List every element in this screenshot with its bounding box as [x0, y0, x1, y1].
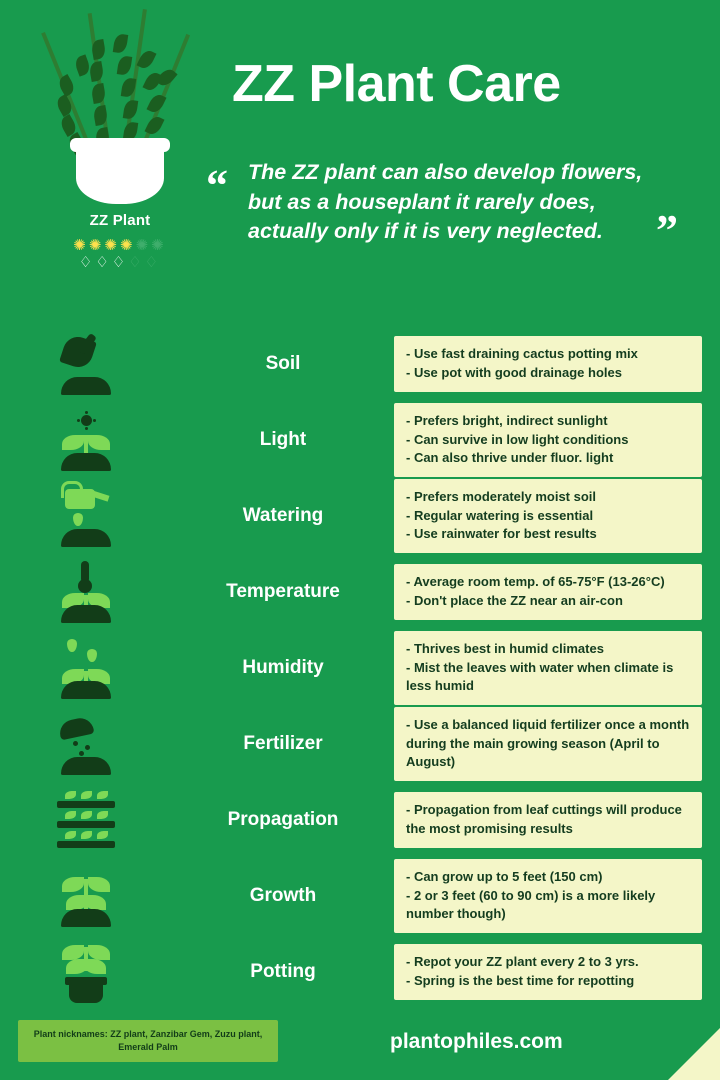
care-label-humidity: Humidity [242, 657, 324, 678]
plant-nicknames-box: Plant nicknames: ZZ plant, Zanzibar Gem, Zuzu plant, Emerald Palm [18, 1020, 278, 1062]
zz-plant-illustration [40, 24, 200, 204]
care-line: - Mist the leaves with water when climate is less humid [406, 659, 674, 694]
seed-tray-icon [53, 789, 119, 851]
potted-plant-icon [53, 941, 119, 1003]
care-line: - Thrives best in humid climates [406, 640, 604, 656]
plant-name-label: ZZ Plant [89, 212, 151, 229]
care-card-fertilizer [394, 707, 702, 782]
sun-icon: ✺ [73, 237, 89, 254]
pot [76, 148, 164, 204]
care-row-humidity [0, 630, 720, 706]
care-line: - Can also thrive under fluor. light [406, 450, 614, 466]
watering-can-icon [53, 485, 119, 547]
icon-cell [0, 561, 172, 623]
icon-cell [0, 333, 172, 395]
care-line: - Can survive in low light conditions [406, 431, 629, 447]
care-label-fertilizer: Fertilizer [243, 733, 323, 754]
water-meter [30, 254, 210, 271]
quote-text: The ZZ plant can also develop flowers, but as a houseplant it rarely does, actually only if it is very neglected. [248, 160, 643, 244]
growing-sprout-icon [53, 865, 119, 927]
icon-cell [0, 713, 172, 775]
care-line: - Use fast draining cactus potting mix [406, 346, 638, 362]
icon-cell [0, 941, 172, 1003]
care-line: - Use pot with good drainage holes [406, 365, 622, 380]
care-card-propagation [394, 792, 702, 848]
care-rows [0, 326, 720, 1010]
care-card-humidity [394, 631, 702, 706]
care-line: - Prefers moderately moist soil [406, 488, 597, 504]
water-drop-icon: ♢ [111, 254, 129, 272]
care-card-light [394, 403, 702, 478]
quote-open-icon: “ [206, 161, 228, 210]
water-drop-icon: ♢ [95, 254, 112, 272]
care-line: - Regular watering is essential [406, 507, 594, 523]
sun-icon: ✺ [120, 237, 136, 254]
poster-header [0, 0, 720, 320]
care-label-temperature: Temperature [226, 581, 340, 602]
care-card-temperature [394, 564, 702, 620]
care-line: - Average room temp. of 65-75°F (13-26°C) [406, 574, 665, 590]
care-row-growth [0, 858, 720, 934]
care-row-temperature [0, 554, 720, 630]
icon-cell [0, 485, 172, 547]
care-row-soil [0, 326, 720, 402]
care-row-potting [0, 934, 720, 1010]
plant-illustration-block [30, 24, 210, 272]
poster-footer [0, 1012, 720, 1080]
sun-meter [30, 237, 210, 254]
humidity-drops-icon [53, 637, 119, 699]
icon-cell [0, 637, 172, 699]
water-drop-icon: ♢ [144, 254, 162, 272]
care-label-potting: Potting [250, 961, 316, 982]
care-row-propagation [0, 782, 720, 858]
icon-cell [0, 409, 172, 471]
care-line: - Don't place the ZZ near an air-con [406, 593, 623, 608]
care-label-growth: Growth [249, 885, 317, 906]
water-drop-icon: ♢ [128, 254, 145, 272]
sun-icon: ✺ [104, 237, 120, 254]
care-row-fertilizer [0, 706, 720, 782]
sun-icon: ✺ [135, 237, 152, 254]
care-label-watering: Watering [242, 505, 324, 526]
care-line: - Use rainwater for best results [406, 526, 597, 542]
care-meters [30, 237, 210, 272]
sun-icon: ✺ [151, 237, 167, 254]
care-line: - 2 or 3 feet (60 to 90 cm) is a more likely number though) [406, 887, 656, 922]
thermometer-icon [53, 561, 119, 623]
care-row-watering [0, 478, 720, 554]
care-row-light [0, 402, 720, 478]
icon-cell [0, 865, 172, 927]
care-card-soil [394, 336, 702, 392]
care-card-watering [394, 479, 702, 554]
care-label-soil: Soil [265, 353, 301, 374]
care-line: - Can grow up to 5 feet (150 cm) [406, 868, 603, 884]
care-card-growth [394, 859, 702, 934]
sun-icon: ✺ [88, 237, 105, 254]
page-title: ZZ Plant Care [232, 55, 561, 113]
care-line: - Spring is the best time for repotting [406, 973, 635, 988]
care-label-propagation: Propagation [227, 809, 339, 830]
website-label: plantophiles.com [390, 1030, 563, 1053]
care-line: - Use a balanced liquid fertilizer once a month during the main growing season (April to August) [406, 716, 690, 770]
trowel-soil-icon [53, 333, 119, 395]
icon-cell [0, 789, 172, 851]
quote-close-icon: ” [656, 205, 678, 255]
care-line: - Repot your ZZ plant every 2 to 3 yrs. [406, 954, 639, 970]
sun-over-sprout-icon [53, 409, 119, 471]
care-label-light: Light [259, 429, 307, 450]
corner-fold-decoration [668, 1028, 720, 1080]
care-line: - Prefers bright, indirect sunlight [406, 412, 608, 428]
quote-block [206, 158, 704, 255]
care-line: - Propagation from leaf cuttings will produce the most promising results [406, 802, 682, 836]
water-drop-icon: ♢ [78, 254, 96, 272]
care-card-potting [394, 944, 702, 1000]
hand-fertilizer-icon [53, 713, 119, 775]
